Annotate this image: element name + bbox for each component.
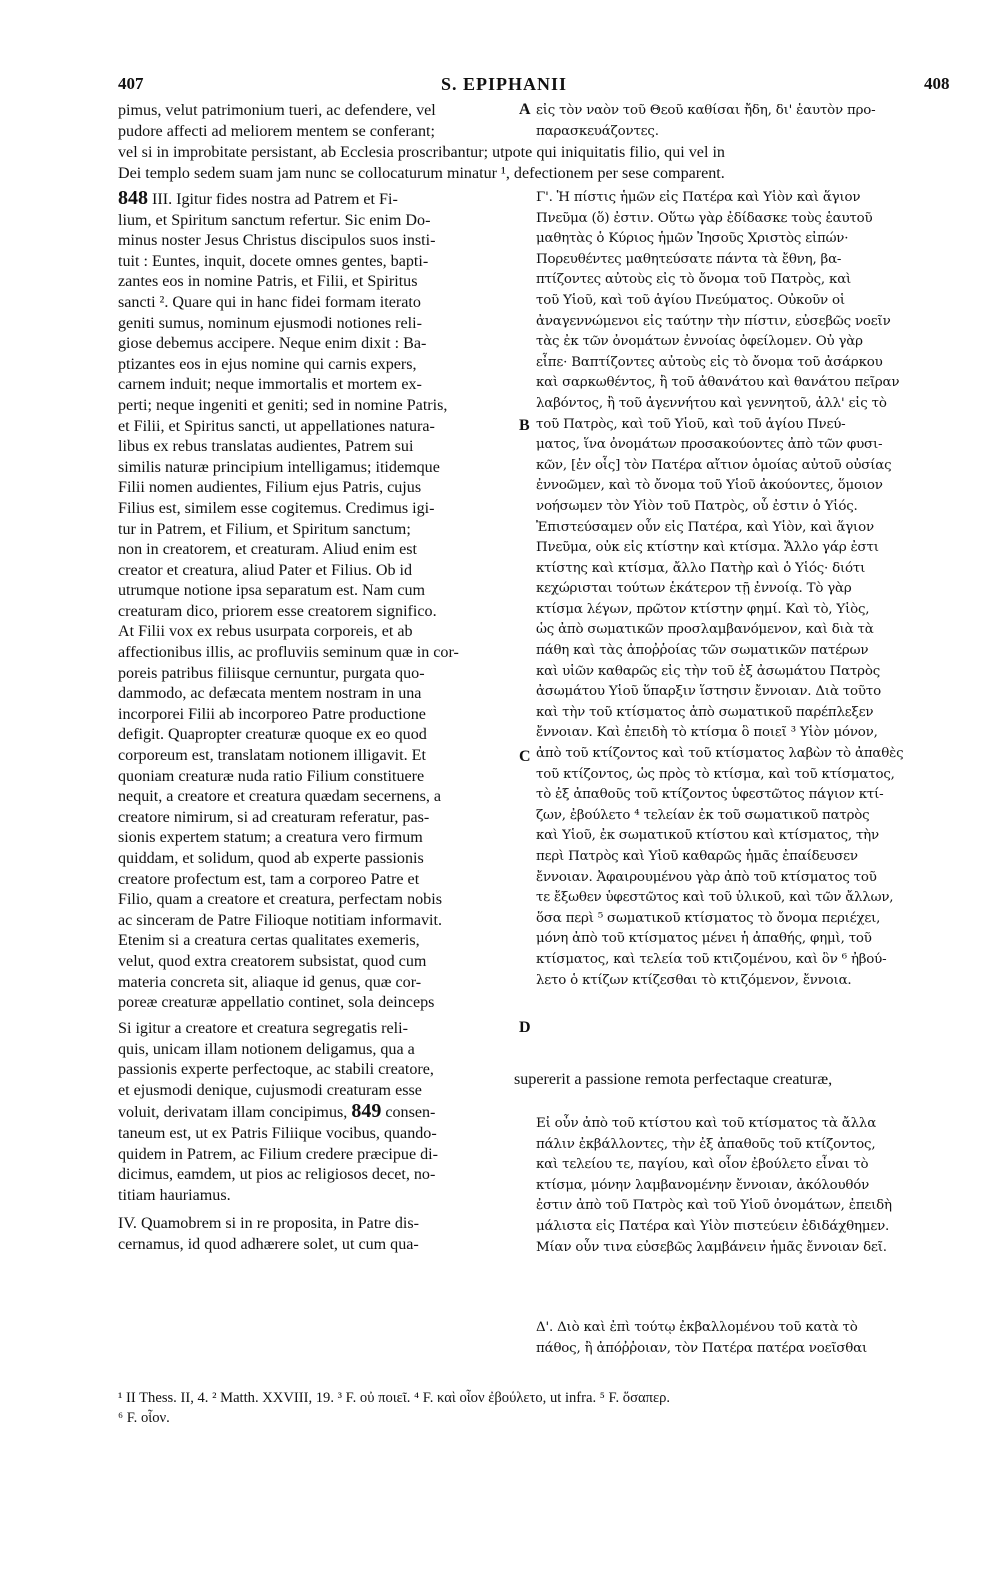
text-line: taneum est, ut ex Patris Filiique vocibus, quando- bbox=[118, 1124, 437, 1142]
text-line: supererit a passione remota perfectaque creaturæ, bbox=[514, 1071, 833, 1088]
text-line: geniti sumus, nominum ejusmodi notiones reli- bbox=[118, 314, 422, 332]
text-line bbox=[118, 188, 510, 211]
text-line: ζων, ἐβούλετο ⁴ τελείαν ἐκ τοῦ σωματικοῦ πατρὸς bbox=[536, 807, 870, 823]
text-line: IV. Quamobrem si in re proposita, in Patre dis- bbox=[118, 1215, 419, 1232]
text-line: zantes eos in nomine Patris, et Filii, et Spiritus bbox=[118, 273, 418, 291]
top-greek-lines bbox=[536, 101, 944, 142]
text-line: πάθος, ἢ ἀπόῤῥοιαν, τὸν Πατέρα πατέρα νοεῖσθαι bbox=[536, 1340, 868, 1356]
greek-section-delta bbox=[536, 1318, 944, 1359]
column-letter-b: B bbox=[519, 417, 530, 434]
text-line: καὶ τελείου τε, παγίου, καὶ οἷον ἐβούλετο εἶναι τὸ bbox=[536, 1157, 869, 1173]
text-line: Ἐπιστεύσαμεν οὖν εἰς Πατέρα, καὶ Υἱὸν, καὶ ἅγιον bbox=[536, 519, 874, 535]
text-line: τοῦ κτίζοντος, ὡς πρὸς τὸ κτίσμα, καὶ τοῦ κτίσματος, bbox=[536, 766, 895, 782]
text-line: λετο ὁ κτίζων κτίζεσθαι τὸ κτιζόμενον, ἔννοια. bbox=[536, 972, 852, 988]
footnote-line: ¹ II Thess. II, 4. ² Matth. XXVIII, 19. ³ F. οὐ ποιεῖ. ⁴ F. καὶ οἷον ἐβούλετο, ut infra. ⁵ F. ὅσαπερ. bbox=[118, 1390, 671, 1406]
text-line: καὶ Υἱοῦ, ἐκ σωματικοῦ κτίστου καὶ κτίσματος, τὴν bbox=[536, 828, 879, 844]
footnote-line: ⁶ F. οἷον. bbox=[118, 1410, 170, 1426]
page-number-right: 408 bbox=[924, 74, 950, 93]
text-line: et ejusmodi denique, cujusmodi creaturam esse bbox=[118, 1081, 422, 1099]
text-line: ac sinceram de Patre Filioque notitiam informavit. bbox=[118, 911, 443, 929]
text-line: non in creatorem, et creaturam. Aliud enim est bbox=[118, 541, 417, 559]
text-line: sionis expertem statum; a creatura vero firmum bbox=[118, 829, 423, 847]
text-line: Μίαν οὖν τινα εὐσεβῶς λαμβάνειν ἡμᾶς ἔννοιαν δεῖ. bbox=[536, 1239, 887, 1255]
text-line: λαβόντος, ἢ τοῦ ἀγεννήτου καὶ γεννητοῦ, ἀλλ' εἰς τὸ bbox=[536, 395, 887, 411]
text-line: tur in Patrem, et Filium, et Spiritum sanctum; bbox=[118, 520, 411, 538]
text-line: carnem induit; neque immortalis et mortem ex- bbox=[118, 376, 422, 394]
text-line: similis naturæ principium intelligamus; itidemque bbox=[118, 458, 440, 476]
text-line: poreis patribus filiisque cernuntur, purgata quo- bbox=[118, 664, 425, 682]
text-line: ματος, ἵνα ὀνομάτων προσακούοντες ἀπὸ τῶν φυσι- bbox=[536, 437, 883, 453]
greek-column bbox=[536, 188, 944, 991]
text-line: Etenim si a creatura certas qualitates exemeris, bbox=[118, 932, 420, 950]
text-line: Dei templo sedem suam jam nunc se collocaturum minatur ¹, defectionem per sese comparent. bbox=[118, 164, 725, 182]
text-line: passionis experte perfectoque, ac stabili creatore, bbox=[118, 1061, 434, 1079]
text-line: Πορευθέντες μαθητεύσατε πάντα τὰ ἔθνη, βα- bbox=[536, 251, 842, 267]
top-latin-lines bbox=[118, 101, 510, 142]
text-line bbox=[118, 1101, 510, 1124]
text-line: tuit : Euntes, inquit, docete omnes gentes, bapti- bbox=[118, 252, 429, 270]
text-line: κῶν, [ἐν οἷς] τὸν Πατέρα αἴτιον ὁμοίας αὐτοῦ οὐσίας bbox=[536, 457, 892, 473]
text-line: κεχώρισται τούτων ἑκάτερον τῇ ἐννοίᾳ. Τὸ γὰρ bbox=[536, 581, 852, 597]
text-line: περὶ Πατρὸς καὶ Υἱοῦ καθαρῶς ἡμᾶς ἐπαίδευσεν bbox=[536, 849, 858, 864]
text-line: τοῦ Υἱοῦ, καὶ τοῦ ἁγίου Πνεύματος. Οὐκοῦν οἱ bbox=[536, 292, 845, 308]
text-line: lium, et Spiritum sanctum refertur. Sic enim Do- bbox=[118, 211, 431, 229]
text-line: creatore nimirum, si ad creaturam referatur, pas- bbox=[118, 808, 430, 826]
column-number-848: 848 bbox=[118, 187, 148, 209]
text-line: κτίστης καὶ κτίσμα, ἄλλο Πατὴρ καὶ ὁ Υἱός· διότι bbox=[536, 560, 866, 576]
text-line: creatore profectum est, tam a corporeo Patre et bbox=[118, 870, 420, 888]
text-line: τοῦ Πατρὸς, καὶ τοῦ Υἱοῦ, καὶ τοῦ ἁγίου Πνεύ- bbox=[536, 416, 846, 432]
text-line: quidem in Patrem, ac Filium credere præcipue di- bbox=[118, 1145, 438, 1163]
text-line: vel si in improbitate persistant, ab Ecclesia proscribantur; utpote qui iniquitatis filio, qui vel in bbox=[118, 144, 725, 161]
page-number-left: 407 bbox=[118, 74, 144, 93]
text-line: Filius est, similem esse cogitemus. Credimus igi- bbox=[118, 499, 435, 517]
text-line: creator et creatura, aliud Pater et Filius. Ob id bbox=[118, 561, 413, 579]
text-line: εἰς τὸν ναὸν τοῦ Θεοῦ καθίσαι ἤδη, δι' ἑαυτὸν προ- bbox=[536, 103, 876, 118]
text-line: νοήσωμεν τὸν Υἱὸν τοῦ Πατρὸς, οὗ ἐστιν ὁ Υἱός. bbox=[536, 498, 858, 514]
latin-paragraph-four bbox=[118, 1019, 510, 1206]
text-line: Γ'. Ἡ πίστις ἡμῶν εἰς Πατέρα καὶ Υἱὸν καὶ ἅγιον bbox=[536, 190, 861, 205]
text-line: τὰς ἐκ τῶν ὀνομάτων ἐννοίας ὀφείλομεν. Οὐ γὰρ bbox=[536, 334, 863, 350]
text-line: μάλιστα εἰς Πατέρα καὶ Υἱὸν πιστεύειν ἐδιδάχθημεν. bbox=[536, 1218, 890, 1234]
text-line: incorporei Filii ab incorporeo Patre productione bbox=[118, 705, 426, 723]
text-line: defigit. Quapropter creaturæ quoque ex eo quod bbox=[118, 726, 427, 744]
text-line: dammodo, ac defæcata mentem nostram in una bbox=[118, 685, 422, 703]
text-line: κτίσμα, μόνην λαμβανομένην ἔννοιαν, ἀκόλουθόν bbox=[536, 1177, 870, 1193]
text-line: Filii nomen audientes, Filium ejus Patris, cujus bbox=[118, 479, 422, 497]
text-line: ὡς ἀπὸ σωματικῶν προσλαμβανόμενον, καὶ διὰ τὰ bbox=[536, 622, 874, 638]
text-line: παρασκευάζοντες. bbox=[536, 123, 659, 139]
text-line: πάθη καὶ τὰς ἀποῤῥοίας τῶν σωματικῶν πατέρων bbox=[536, 643, 869, 659]
latin-column bbox=[118, 188, 510, 1014]
latin-paragraph-five bbox=[118, 1214, 510, 1255]
section-three-opening: III. Igitur fides nostra ad Patrem et Fi- bbox=[152, 191, 398, 208]
text-line: τὸ ἐξ ἀπαθοῦς τοῦ κτίζοντος ὑφεστῶτος πάγιον κτί- bbox=[536, 787, 884, 803]
text-line: κτίσμα λέγων, πρῶτον κτίστην φημί. Καὶ τὸ, Υἱὸς, bbox=[536, 601, 870, 617]
text-line: poreæ creaturæ appellatio continet, sola deinceps bbox=[118, 994, 435, 1012]
greek-section-d bbox=[536, 1114, 944, 1258]
text-fragment: voluit, derivatam illam concipimus, bbox=[118, 1104, 348, 1122]
column-letter-a: A bbox=[519, 101, 531, 118]
text-line: κτίσματος, καὶ τελεία τοῦ κτιζομένου, καὶ ὃν ⁶ ἠβού- bbox=[536, 951, 887, 967]
text-line: libus ex rebus translatas audientes, Patrem sui bbox=[118, 438, 414, 456]
footnotes bbox=[118, 1388, 944, 1428]
text-line: Filio, quam a creatore et creatura, perfectam nobis bbox=[118, 891, 442, 909]
text-line: ἀσωμάτου Υἱοῦ ὕπαρξιν ἵστησιν ἔννοιαν. Διὰ τοῦτο bbox=[536, 684, 881, 700]
text-line: et Filii, et Spiritus sancti, ut appellationes natura- bbox=[118, 417, 435, 435]
text-line: Πνεῦμα, οὐκ εἰς κτίστην καὶ κτίσμα. Ἄλλο γάρ ἐστι bbox=[536, 540, 879, 556]
text-line: utrumque notione ipsa separatum est. Nam cum bbox=[118, 582, 426, 600]
text-line: εἶπε· Βαπτίζοντες αὐτοὺς εἰς τὸ ὄνομα τοῦ ἀσάρκου bbox=[536, 354, 883, 370]
text-line: creaturam dico, priorem esse creatorem significo. bbox=[118, 602, 437, 620]
text-line: cernamus, id quod adhærere solet, ut cum qua- bbox=[118, 1235, 419, 1253]
text-line: ἐννοῶμεν, καὶ τὸ ὄνομα τοῦ Υἱοῦ ἀκούοντες, ὅμοιον bbox=[536, 478, 883, 494]
text-line: quoniam creaturæ nuda ratio Filium constituere bbox=[118, 767, 425, 785]
text-line: καὶ σαρκωθέντος, ἢ τοῦ ἀθανάτου καὶ θανάτου πεῖραν bbox=[536, 375, 900, 391]
text-line: affectionibus illis, ac profluviis seminum quæ in cor- bbox=[118, 644, 459, 662]
text-line: quiddam, et solidum, quod ab experte passionis bbox=[118, 850, 424, 867]
text-line: giose debemus accipere. Neque enim dixit : Ba- bbox=[118, 335, 427, 353]
text-line: pimus, velut patrimonium tueri, ac defendere, vel bbox=[118, 102, 436, 119]
text-fragment: consen- bbox=[385, 1104, 436, 1122]
text-line: Εἰ οὖν ἀπὸ τοῦ κτίστου καὶ τοῦ κτίσματος τὰ ἄλλα bbox=[536, 1116, 877, 1131]
text-line: nequit, a creatore et creatura quædam secernens, a bbox=[118, 788, 442, 806]
text-line: minus noster Jesus Christus discipulos suos insti- bbox=[118, 232, 436, 250]
text-line: Si igitur a creatore et creatura segregatis reli- bbox=[118, 1020, 408, 1037]
text-line: ἔννοιαν. Καὶ ἐπειδὴ τὸ κτίσμα ὃ ποιεῖ ³ Υἱὸν μόνον, bbox=[536, 725, 878, 741]
text-line: μαθητὰς ὁ Κύριος ἡμῶν Ἰησοῦς Χριστὸς εἰπών· bbox=[536, 231, 849, 247]
text-line: corporeum est, translatam notionem illigavit. Et bbox=[118, 747, 426, 765]
text-line: quis, unicam illam notionem deligamus, qua a bbox=[118, 1040, 415, 1058]
text-line: πτίζοντες αὐτοὺς εἰς τὸ ὄνομα τοῦ Πατρὸς, καὶ bbox=[536, 272, 852, 288]
text-line: καὶ τὴν τοῦ κτίσματος ἀπὸ σωματικοῦ παρέπλεξεν bbox=[536, 704, 874, 720]
text-line: dicimus, eamdem, ut pios ac religiosos decet, no- bbox=[118, 1166, 436, 1184]
column-letter-c: C bbox=[519, 748, 531, 765]
text-line: sancti ². Quare qui in hanc fidei formam iterato bbox=[118, 293, 421, 311]
text-line: titiam hauriamus. bbox=[118, 1186, 231, 1204]
text-line: ἀναγεννώμενοι εἰς ταύτην τὴν πίστιν, εὐσεβῶς νοεῖν bbox=[536, 313, 891, 329]
text-line: pudore affecti ad meliorem mentem se conferant; bbox=[118, 122, 435, 140]
text-line: πάλιν ἐκβάλλοντες, τὴν ἐξ ἀπαθοῦς τοῦ κτίζοντος, bbox=[536, 1136, 876, 1152]
full-width-lines bbox=[118, 143, 944, 184]
text-line: Δ'. Διὸ καὶ ἐπὶ τούτῳ ἐκβαλλομένου τοῦ κατὰ τὸ bbox=[536, 1320, 858, 1335]
text-line: velut, quod extra creatorem subsistat, quod cum bbox=[118, 952, 427, 970]
text-line: τε ἔξωθεν ὑφεστῶτος καὶ τοῦ ὑλικοῦ, καὶ τῶν ἄλλων, bbox=[536, 890, 894, 906]
text-line: Πνεῦμα (ὅ) ἐστιν. Οὕτω γὰρ ἐδίδασκε τοὺς ἑαυτοῦ bbox=[536, 210, 873, 226]
text-line: ptizantes eos in ejus nomine qui carnis expers, bbox=[118, 355, 417, 373]
text-line: perti; neque ingeniti et geniti; sed in nomine Patris, bbox=[118, 396, 448, 414]
column-number-849: 849 bbox=[351, 1100, 382, 1123]
text-line: ἐστιν ἀπὸ τοῦ Πατρὸς καὶ τοῦ Υἱοῦ ὀνομάτων, ἐπειδὴ bbox=[536, 1198, 892, 1214]
text-line: At Filii vox ex rebus usurpata corporeis, et ab bbox=[118, 623, 413, 641]
running-head bbox=[0, 74, 1008, 100]
text-line: ἀπὸ τοῦ κτίζοντος καὶ τοῦ κτίσματος λαβὼν τὸ ἀπαθὲς bbox=[536, 746, 904, 762]
text-line: ὅσα περὶ ⁵ σωματικοῦ κτίσματος τὸ ὄνομα περιέχει, bbox=[536, 910, 881, 926]
text-line: μόνη ἀπὸ τοῦ κτίσματος μένει ἡ ἀπαθής, φημὶ, τοῦ bbox=[536, 931, 872, 947]
latin-insert-line bbox=[514, 1070, 922, 1091]
text-line: materia concreta sit, aliaque id genus, quæ cor- bbox=[118, 973, 422, 991]
text-line: ἔννοιαν. Ἀφαιρουμένου γὰρ ἀπὸ τοῦ κτίσματος τοῦ bbox=[536, 869, 877, 885]
running-title: S. EPIPHANII bbox=[440, 74, 568, 94]
text-line: καὶ υἱῶν καθαρῶς εἰς τὴν τοῦ ἐξ ἀσωμάτου Πατρὸς bbox=[536, 663, 881, 679]
column-letter-d: D bbox=[519, 1019, 531, 1036]
